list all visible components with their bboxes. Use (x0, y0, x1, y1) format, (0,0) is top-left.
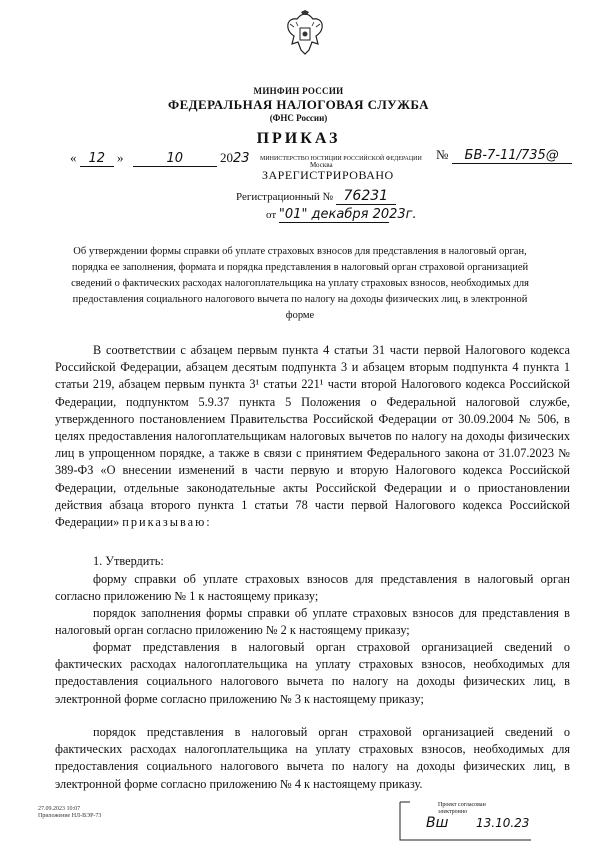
stamp-ministry-line: МИНИСТЕРСТВО ЮСТИЦИИ РОССИЙСКОЙ ФЕДЕРАЦИИ (260, 156, 422, 162)
preamble-text: В соответствии с абзацем первым пункта 4 статьи 31 части первой Налогового кодекса Российской Федерации, абзацем десятым подпункта 3 и абзацем вторым подпункта 4 пункта 1 статьи 219, абзацем первым пункта 3¹ статьи 221¹ части второй Налогового кодекса Российской Федерации, подпунктом 5.9.37 пункта 5 Положения о Федеральной налоговой службе, утвержденного постановлением Правительства Российской Федерации от 30.09.2004 № 506, в целях предоставления налогоплательщикам налоговых вычетов по налогу на доходы физических лиц в упрощенном порядке, а также в связи с принятием Федерального закона от 31.07.2023 № 389-ФЗ «О внесении изменений в части первую и вторую Налогового кодекса Российской Федерации, отдельные законодательные акты Российской Федерации и о приостановлении действия абзаца второго пункта 1 статьи 78 части первой Налогового кодекса Российской Федерации» (55, 343, 570, 530)
close-quote: » (117, 150, 124, 165)
order-number-line (436, 147, 572, 164)
order-month: 10 (133, 151, 217, 167)
clause-approve-heading: 1. Утвердить: (93, 554, 164, 568)
stamp-registration-line (236, 188, 396, 205)
year-suffix: 23 (233, 151, 250, 166)
stamp-reg-date: "01" декабря 2023г. (278, 207, 417, 222)
coat-of-arms-emblem-icon (284, 10, 326, 58)
stamp-from-label: от (266, 209, 277, 221)
open-quote: « (70, 150, 77, 165)
footer-meta (38, 806, 101, 820)
footer-line: 27.09.2023 10:07 (38, 806, 81, 812)
signature-caption (438, 802, 486, 816)
ministry-name: МИНФИН РОССИИ (253, 86, 344, 96)
year-prefix: 20 (220, 150, 233, 165)
stamp-city: Москва (310, 161, 333, 169)
stamp-reg-label: Регистрационный № (236, 191, 334, 203)
signature-caption-line: Проект согласован (438, 802, 486, 808)
order-number: БВ-7-11/735@ (452, 148, 572, 164)
registration-stamp (230, 156, 422, 230)
clause-item: формат представления в налоговый орган страховой организацией сведений о фактических расходах налогоплательщика на уплату страховых взносов, необходимых для предоставления социального налогового вычета по налогу на доходы физических лиц, в электронной форме согласно приложению № 3 к настоящему приказу; (55, 640, 570, 706)
order-word: приказываю (122, 515, 207, 530)
clause-item: форму справки об уплате страховых взносов для представления в налоговый орган согласно приложению № 1 к настоящему приказу; (55, 572, 570, 604)
clause-item: порядок представления в налоговый орган страховой организацией сведений о фактических расходах налогоплательщика на уплату страховых взносов, необходимых для предоставления социального налогового вычета по налогу на доходы физических лиц, в электронной форме согласно приложению № 4 к настоящему приказу. (55, 725, 570, 791)
signature-caption-line: электронно (438, 809, 468, 815)
stamp-date-line (266, 207, 417, 223)
order-day: 12 (80, 151, 114, 167)
document-title: Об утверждении формы справки об уплате страховых взносов для представления в налоговый орган, порядка ее заполнения, формата и порядка представления в налоговый орган страховой организацией сведений о фактических расходах налогоплательщика на уплату страховых взносов, необходимых для предоставления социального налогового вычета по налогу на доходы физических лиц, в электронной форме (71, 246, 529, 321)
order-date-line (70, 150, 250, 167)
clause-item: порядок заполнения формы справки об уплате страховых взносов для представления в налоговый орган согласно приложению № 2 к настоящему приказу; (55, 606, 570, 638)
stamp-title: ЗАРЕГИСТРИРОВАНО (262, 168, 394, 182)
signature-date: 13.10.23 (476, 816, 530, 830)
agency-abbreviation: (ФНС России) (269, 113, 328, 123)
footer-line: Приложение НЛ-ВЭР-73 (38, 813, 102, 819)
agency-name: ФЕДЕРАЛЬНАЯ НАЛОГОВАЯ СЛУЖБА (168, 97, 429, 112)
preamble-end: : (206, 515, 210, 530)
approval-signature-box (398, 800, 533, 842)
document-type: ПРИКАЗ (256, 130, 341, 147)
stamp-reg-number: 76231 (336, 188, 396, 205)
handwritten-signature: Вш (426, 815, 449, 831)
number-sign: № (436, 147, 449, 162)
preamble-paragraph (55, 342, 570, 531)
